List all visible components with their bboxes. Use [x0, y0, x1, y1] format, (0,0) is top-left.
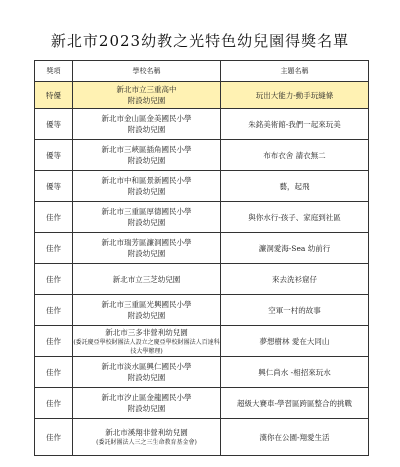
table-row: [35, 202, 369, 233]
school-subtitle: 附設幼兒園: [127, 404, 166, 413]
school-subtitle: 附設幼兒園: [127, 156, 166, 165]
award-cell: 佳作: [35, 202, 73, 233]
school-name: 新北市三重區光興國民小學: [101, 300, 192, 309]
school-name: 新北市三重區厚德國民小學: [101, 207, 192, 216]
award-cell: 特優: [35, 82, 73, 109]
school-subtitle: 附設幼兒園: [127, 249, 166, 258]
school-name: 新北市瑞芳區濂洞國民小學: [101, 238, 192, 247]
table-row: [35, 295, 369, 326]
school-cell: [73, 388, 221, 419]
table-row: [35, 233, 369, 264]
school-subtitle: (委託財團法人三之三生命教育基金會): [96, 439, 197, 446]
topic-cell: 濂洞愛海-Sea 幼前行: [221, 233, 369, 264]
table-row: [35, 171, 369, 202]
award-cell: 佳作: [35, 233, 73, 264]
school-name: 新北市立三芝幼兒園: [112, 274, 181, 284]
school-subtitle: 附設幼兒園: [127, 373, 166, 382]
school-cell: [73, 140, 221, 171]
table-row: [35, 419, 369, 456]
school-cell: [73, 419, 221, 456]
topic-cell: 空軍一村的故事: [221, 295, 369, 326]
topic-cell: 來去洗衫窟仔: [221, 264, 369, 295]
table-row: [35, 388, 369, 419]
topic-cell: 玩出大能力-動手玩縫條: [221, 82, 369, 109]
topic-cell: 布布衣舍 請衣無二: [221, 140, 369, 171]
school-cell: [73, 233, 221, 264]
header-school: 學校名稱: [73, 61, 221, 82]
school-cell: [73, 109, 221, 140]
header-award: 獎項: [35, 61, 73, 82]
school-name: 新北市立三重高中: [116, 85, 177, 94]
school-name: 新北市中和區景新國民小學: [101, 176, 192, 185]
topic-cell: 藝，起飛: [221, 171, 369, 202]
school-name: 新北市溪翔非營利幼兒園: [105, 428, 188, 437]
award-cell: 優等: [35, 140, 73, 171]
school-subtitle: 附設幼兒園: [127, 218, 166, 227]
topic-cell: 漢你在公園-翔愛生活: [221, 419, 369, 456]
school-subtitle: 附設幼兒園: [127, 311, 166, 320]
topic-cell: 夢想樹林 愛在大同山: [221, 326, 369, 357]
school-cell: [73, 202, 221, 233]
school-subtitle: 附設幼兒園: [127, 96, 166, 105]
school-subtitle: 附設幼兒園: [127, 187, 166, 196]
awards-table: [34, 60, 369, 456]
table-row: [35, 140, 369, 171]
school-cell: [73, 264, 221, 295]
award-cell: 優等: [35, 171, 73, 202]
school-name: 新北市三峽區插角國民小學: [101, 145, 192, 154]
table-row: [35, 357, 369, 388]
topic-cell: 與你水行-孩子、家庭到社區: [221, 202, 369, 233]
award-cell: 佳作: [35, 388, 73, 419]
award-cell: 優等: [35, 109, 73, 140]
school-cell: [73, 357, 221, 388]
table-row: [35, 109, 369, 140]
school-subtitle: (委託慶亞學校財團法人設立之慶亞學校財團法人百達科技大學辦理): [73, 338, 220, 355]
school-cell: [73, 295, 221, 326]
header-topic: 主題名稱: [221, 61, 369, 82]
table-header-row: [35, 61, 369, 82]
award-cell: 佳作: [35, 326, 73, 357]
school-cell: [73, 82, 221, 109]
school-cell: [73, 326, 221, 357]
school-cell: [73, 171, 221, 202]
table-row: [35, 264, 369, 295]
award-cell: 佳作: [35, 264, 73, 295]
page-title: 新北市2023幼教之光特色幼兒園得獎名單: [50, 32, 350, 50]
school-name: 新北市汐止區金龍國民小學: [101, 393, 192, 402]
school-name: 新北市淡水區興仁國民小學: [101, 362, 192, 371]
topic-cell: 超級大賽車-學習區跨區整合的挑戰: [221, 388, 369, 419]
school-name: 新北市三多非營利幼兒園: [105, 327, 188, 337]
school-subtitle: 附設幼兒園: [127, 125, 166, 134]
award-cell: 佳作: [35, 419, 73, 456]
award-cell: 佳作: [35, 357, 73, 388]
school-name: 新北市金山區金美國民小學: [101, 114, 192, 123]
table-row: [35, 326, 369, 357]
topic-cell: 興仁尚水 -相招來玩水: [221, 357, 369, 388]
topic-cell: 朱銘美術館-我們一起來玩美: [221, 109, 369, 140]
award-cell: 佳作: [35, 295, 73, 326]
table-row: [35, 82, 369, 109]
